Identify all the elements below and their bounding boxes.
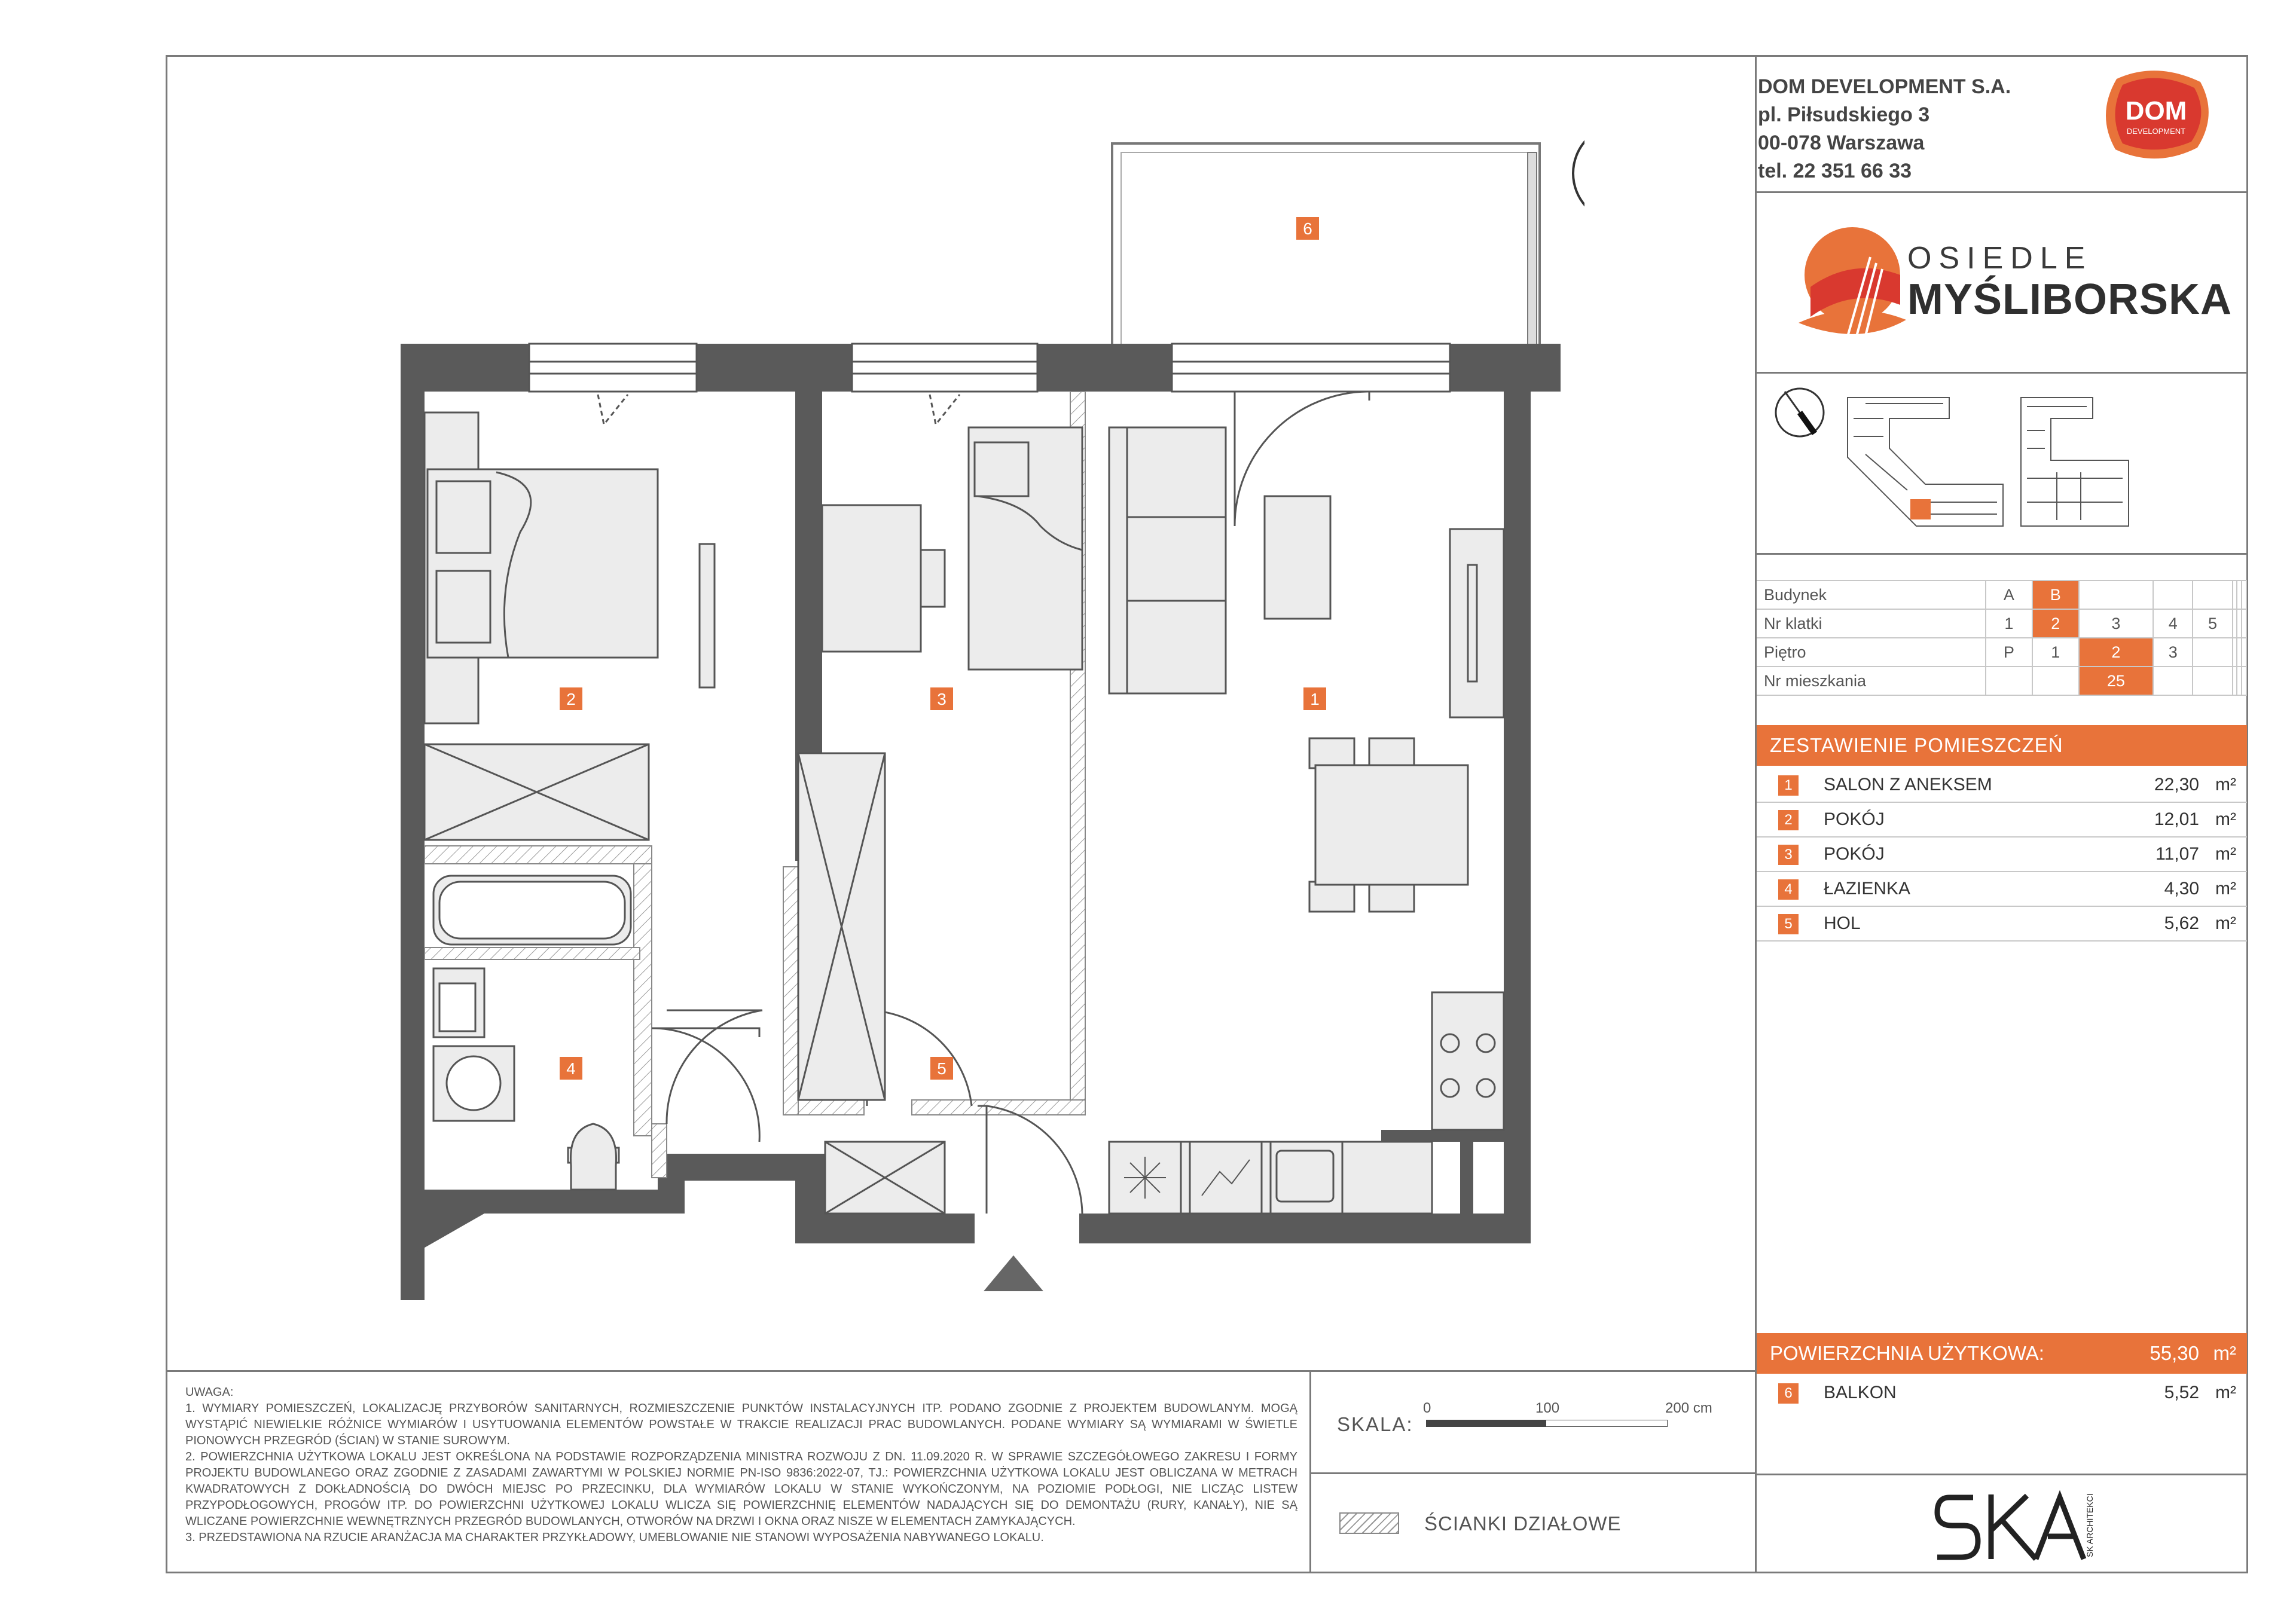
room-area: 4,30 <box>2164 879 2199 898</box>
room-name: POKÓJ <box>1824 809 1885 829</box>
room-area: 5,62 <box>2164 913 2199 933</box>
room-name: BALKON <box>1824 1383 1897 1402</box>
table-cell <box>2237 580 2242 609</box>
room-number-badge: 4 <box>1778 879 1799 900</box>
svg-text:1: 1 <box>1310 690 1320 708</box>
table-label: Nr klatki <box>1757 609 1986 638</box>
table-cell-highlight: 2 <box>2079 638 2154 667</box>
project-divider <box>1755 372 2248 374</box>
table-cell: 3 <box>2079 609 2154 638</box>
table-cell <box>2233 638 2237 667</box>
table-cell-highlight: B <box>2032 580 2079 609</box>
table-cell-highlight: 25 <box>2079 667 2154 695</box>
table-cell <box>2079 580 2154 609</box>
architect-sub-text: SK ARCHITEKCI <box>2085 1493 2095 1557</box>
header-divider <box>1755 191 2248 193</box>
keyplan-divider <box>1755 553 2248 555</box>
room-row <box>1757 803 2247 838</box>
architect-logo <box>1931 1488 2111 1566</box>
project-word2: MYŚLIBORSKA <box>1907 276 2233 323</box>
room-unit: m² <box>2215 913 2236 933</box>
table-row <box>1757 638 2246 667</box>
note-item: 3. PRZEDSTAWIONA NA RZUCIE ARANŻACJA MA CHARAKTER PRZYKŁADOWY, UMEBLOWANIE NIE STANOWI WYPOSAŻENIA NABYWANEGO LOKALU. <box>185 1531 1044 1544</box>
room-area: 12,01 <box>2154 809 2199 829</box>
scale-tick-100: 100 <box>1535 1400 1560 1416</box>
room-area: 11,07 <box>2155 844 2199 864</box>
table-cell: 1 <box>1986 609 2032 638</box>
table-label: Piętro <box>1757 638 1986 667</box>
entrance-icon <box>984 1255 1043 1291</box>
balcony-divider <box>1755 1474 2248 1475</box>
room-number-badge: 5 <box>1778 914 1799 934</box>
dom-development-logo <box>2099 67 2213 163</box>
room-name: HOL <box>1824 913 1861 933</box>
room-unit: m² <box>2215 844 2236 864</box>
svg-text:3: 3 <box>937 690 947 708</box>
location-table <box>1757 580 2247 696</box>
table-label: Budynek <box>1757 580 1986 609</box>
table-cell: P <box>1986 638 2032 667</box>
table-cell <box>2242 667 2246 695</box>
room-row <box>1757 907 2247 942</box>
floor-plan <box>389 114 1584 1309</box>
table-cell <box>2193 638 2232 667</box>
table-cell <box>2237 609 2242 638</box>
plan-label-1 <box>1303 687 1326 710</box>
room-number-badge: 3 <box>1778 845 1799 865</box>
company-info <box>1758 73 2011 185</box>
table-cell <box>2237 638 2242 667</box>
apartment-location-marker <box>1910 499 1931 519</box>
table-cell: 1 <box>2032 638 2079 667</box>
project-logo-mark <box>1793 221 1912 347</box>
table-row <box>1757 667 2246 695</box>
room-name: POKÓJ <box>1824 844 1885 864</box>
svg-text:5: 5 <box>937 1059 947 1078</box>
svg-text:6: 6 <box>1303 219 1312 238</box>
table-cell <box>2233 667 2237 695</box>
table-cell <box>2193 667 2232 695</box>
svg-text:2: 2 <box>566 690 576 708</box>
room-unit: m² <box>2215 1383 2236 1402</box>
table-cell: 3 <box>2153 638 2193 667</box>
scale-divider <box>1309 1472 1757 1474</box>
notes-divider <box>1309 1370 1311 1573</box>
notes-block <box>185 1384 1297 1546</box>
building-outline-icon <box>1848 398 2129 526</box>
company-city: 00-078 Warszawa <box>1758 132 1925 154</box>
plan-label-5 <box>930 1057 953 1080</box>
room-row <box>1757 872 2247 907</box>
table-row <box>1757 580 2246 609</box>
table-cell <box>2032 667 2079 695</box>
room-row <box>1757 838 2247 872</box>
room-name: ŁAZIENKA <box>1824 879 1911 898</box>
table-cell <box>2242 638 2246 667</box>
room-unit: m² <box>2215 809 2236 829</box>
room-number-badge: 2 <box>1778 810 1799 830</box>
dom-logo-sub: DEVELOPMENT <box>2126 127 2186 136</box>
company-phone: tel. 22 351 66 33 <box>1758 160 1912 182</box>
total-area-bar <box>1757 1333 2247 1374</box>
room-number-badge: 1 <box>1778 775 1799 796</box>
plan-label-6 <box>1296 217 1319 240</box>
plan-label-3 <box>930 687 953 710</box>
table-cell <box>2153 667 2193 695</box>
windows <box>529 344 1450 392</box>
table-cell <box>2242 609 2246 638</box>
room-row <box>1757 768 2247 803</box>
table-cell: A <box>1986 580 2032 609</box>
table-cell <box>2193 580 2232 609</box>
furniture <box>425 412 1504 1214</box>
table-cell <box>2153 580 2193 609</box>
scale-label: SKALA: <box>1337 1413 1413 1435</box>
scale-tick-0: 0 <box>1423 1400 1431 1416</box>
keyplan-compass-icon <box>1776 389 1824 436</box>
table-cell: 5 <box>2193 609 2232 638</box>
note-item: 2. POWIERZCHNIA UŻYTKOWA LOKALU JEST OKREŚLONA NA PODSTAWIE ROZPORZĄDZENIA MINISTRA ROZWOJU Z DN. 11.09.2020 R. W SPRAWIE SZCZEGÓŁOWEGO ZAKRESU I FORMY PROJEKTU BUDOWLANEGO ORAZ ZGODNIE Z ZASADAMI ZAWARTYMI W POLSKIEJ NORMIE PN-ISO 9836:2022-07, TJ.: POWIERZCHNIA UŻYTKOWA LOKALU JEST OBLICZANA W METRACH KWADRATOWYCH Z DOKŁADNOŚCIĄ DO DWÓCH MIEJSC PO PRZECINKU, DLA WYMIARÓW LOKALU W STANIE WYKOŃCZONYM, NA POZIOMIE PODŁOGI, NIE LICZĄC LISTEW PRZYPODŁOGOWYCH, PROGÓW ITP. DO POWIERZCHNI UŻYTKOWEJ LOKALU WLICZA SIĘ POWIERZCHNIĘ ELEMENTÓW NADAJĄCYCH SIĘ DO DEMONTAŻU (RURY, KANAŁY), NIE SĄ WLICZANE POWIERZCHNIE WEWNĘTRZNYCH PRZEGRÓD BUDOWLANYCH, OTWORÓW NA DRZWI I OKNA ORAZ NISZE W ELEMENTACH ZAMYKAJĄCYCH. <box>185 1450 1297 1528</box>
compass-icon <box>1573 124 1584 222</box>
balcony-row <box>1757 1376 2247 1410</box>
balcony <box>1112 143 1540 377</box>
note-item: 1. WYMIARY POMIESZCZEŃ, LOKALIZACJĘ PRZYBORÓW SANITARNYCH, ROZMIESZCZENIE PUNKTÓW INSTALACYJNYCH ITP. PODANO ZGODNIE Z PROJEKTEM BUDOWLANYM. MOGĄ WYSTĄPIĆ NIEWIELKIE RÓŻNICE WYMIARÓW I USYTUOWANIA ELEMENTÓW POWSTAŁE W TRAKCIE REALIZACJI PRAC BUDOWLANYCH. PODANE WYMIARY SĄ WYMIARAMI W ŚWIETLE PIONOWYCH PRZEGRÓD (ŚCIAN) W STANIE SUROWYM. <box>185 1402 1297 1447</box>
table-cell <box>2242 580 2246 609</box>
svg-text:4: 4 <box>566 1059 576 1078</box>
table-cell <box>1986 667 2032 695</box>
room-number-badge: 6 <box>1778 1383 1799 1404</box>
dom-logo-main: DOM <box>2125 96 2187 126</box>
total-area-value: 55,30 <box>2150 1342 2199 1364</box>
plan-label-2 <box>560 687 582 710</box>
notes-heading: UWAGA: <box>185 1386 234 1399</box>
room-unit: m² <box>2215 775 2236 794</box>
project-word1: OSIEDLE <box>1907 241 2093 276</box>
company-street: pl. Piłsudskiego 3 <box>1758 103 1930 126</box>
scale-tick-200: 200 cm <box>1665 1400 1712 1416</box>
total-area-label: POWIERZCHNIA UŻYTKOWA: <box>1770 1342 2044 1364</box>
room-area: 5,52 <box>2164 1383 2199 1402</box>
table-cell <box>2237 667 2242 695</box>
legend-partition-walls: ŚCIANKI DZIAŁOWE <box>1424 1512 1622 1535</box>
table-cell: 4 <box>2153 609 2193 638</box>
room-name: SALON Z ANEKSEM <box>1824 775 1992 794</box>
keyplan <box>1770 383 2236 544</box>
company-name: DOM DEVELOPMENT S.A. <box>1758 75 2011 98</box>
table-cell-highlight: 2 <box>2032 609 2079 638</box>
table-cell <box>2233 609 2237 638</box>
total-area-unit: m² <box>2213 1342 2236 1364</box>
table-cell <box>2233 580 2237 609</box>
scale-bar <box>1426 1420 1668 1432</box>
room-unit: m² <box>2215 879 2236 898</box>
room-area: 22,30 <box>2154 775 2199 794</box>
partition-wall-swatch <box>1339 1512 1399 1534</box>
plan-label-4 <box>560 1057 582 1080</box>
rooms-summary-title: ZESTAWIENIE POMIESZCZEŃ <box>1757 725 2247 766</box>
table-label: Nr mieszkania <box>1757 667 1986 695</box>
table-row <box>1757 609 2246 638</box>
